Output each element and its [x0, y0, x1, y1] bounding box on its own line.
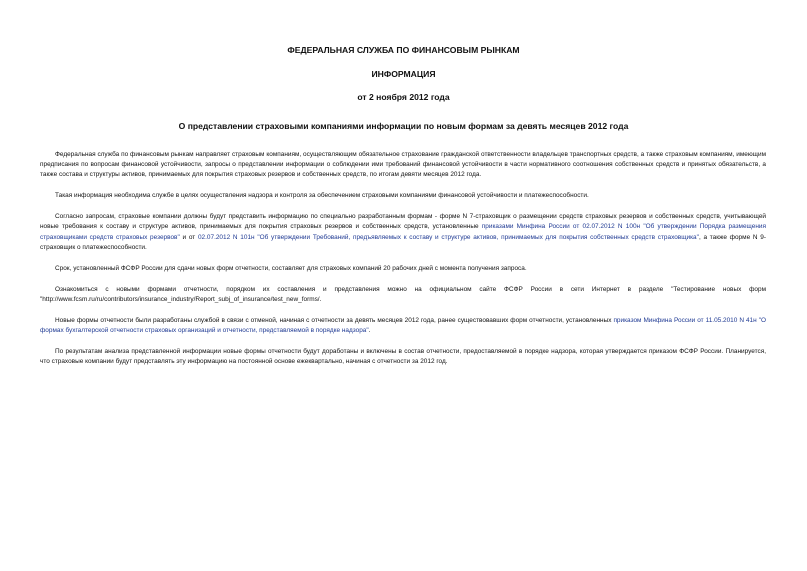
paragraph-2: Такая информация необходима службе в целях осуществления надзора и контроля за обеспечением страховыми компаниями финансовой устойчивости и платежеспособности.: [55, 192, 589, 200]
paragraph-5: Ознакомиться с новыми формами отчетности, порядком их составления и представления можно на официальном сайте ФСФР России в сети Интернет в разделе "Тестирование новых форм "http://www.fcsm.ru/ru/contributors/insurance_industry/Report_subj_of_insurance/test_new_forms/.: [40, 285, 766, 303]
link-order-100n[interactable]: приказами Минфина России от 02.07.2012 N 100н "Об утверждении Порядка размещения страховщиками средств страховых резервов": [40, 223, 767, 241]
paragraph-7: По результатам анализа представленной информации новые формы отчетности будут доработаны и включены в состав отчетности, предоставляемой в порядке надзора, которая утверждается приказом ФСФР России. Планируется, что страховые компании будут представлять эту информацию на постоянной основе ежеквартально, начиная с отчетности за 2012 год.: [40, 348, 766, 366]
document-body: [40, 150, 766, 378]
document-type: ИНФОРМАЦИЯ: [371, 69, 436, 79]
document-subject: О представлении страховыми компаниями информации по новым формам за девять месяцев 2012 года: [178, 121, 629, 131]
paragraph-4: Срок, установленный ФСФР России для сдачи новых форм отчетности, составляет для страховых компаний 20 рабочих дней с момента получения запроса.: [55, 264, 527, 272]
document-date: от 2 ноября 2012 года: [357, 92, 450, 102]
paragraph-3-text-3: , а также форме N 9-страховщик о платежеспособности.: [40, 233, 766, 251]
paragraph-6-text-1: Новые формы отчетности были разработаны службой в связи с отменой, начиная с отчетности за девять месяцев 2012 года, ранее существовавших форм отчетности, установленных: [55, 317, 614, 325]
paragraph-1: Федеральная служба по финансовым рынкам направляет страховым компаниям, осуществляющим обязательное страхование гражданской ответственности владельцев транспортных средств, а также страховым компаниям, имеющим предписания по вопросам финансовой устойчивости, запросы о представлении информации о соблюдении ими требований финансовой устойчивости в части нормативного соотношения собственных средств и принятых обязательств, а также состава и структуры активов, принимаемых для покрытия страховых резервов и собственных средств, по итогам девяти месяцев 2012 года.: [40, 151, 766, 179]
link-order-41n[interactable]: приказом Минфина России от 11.05.2010 N 41н "О формах бухгалтерской отчетности страховых организаций и отчетности, представляемой в порядке надзора": [40, 317, 766, 335]
paragraph-3-text-1: Согласно запросам, страховые компании должны будут представить информацию по специально разработанным формам - форме N 7-страховщик о размещении средств страховых резервов и собственных средств, учитывающей новые требования к составу и структуре активов, принимаемых для покрытия страховых резервов и собственных средств, установленные: [40, 213, 766, 231]
organization-title: ФЕДЕРАЛЬНАЯ СЛУЖБА ПО ФИНАНСОВЫМ РЫНКАМ: [287, 45, 520, 55]
link-order-101n[interactable]: 02.07.2012 N 101н "Об утверждении Требований, предъявляемых к составу и структуре активов, принимаемых для покрытия собственных средств страховщика": [197, 233, 699, 241]
paragraph-6-text-2: .: [368, 327, 371, 335]
paragraph-3-text-2: и от: [179, 233, 198, 241]
paragraph-3: [40, 212, 766, 252]
paragraph-6: [40, 316, 766, 336]
